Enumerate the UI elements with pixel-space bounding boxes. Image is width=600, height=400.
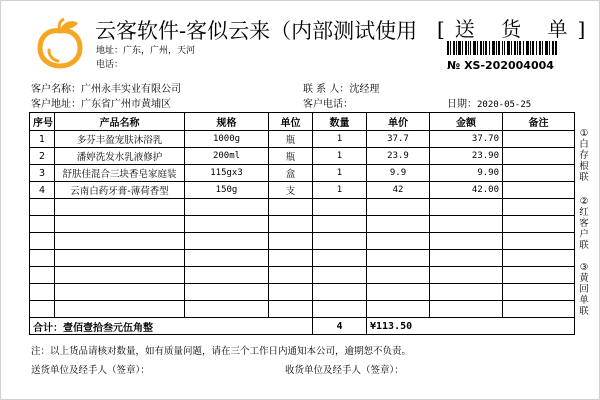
empty-cell	[367, 216, 430, 233]
empty-cell	[30, 216, 55, 233]
empty-cell	[430, 250, 503, 267]
cell-seq: 1	[30, 131, 55, 148]
empty-cell	[430, 233, 503, 250]
empty-cell	[367, 267, 430, 284]
empty-cell	[313, 199, 367, 216]
empty-table-row	[30, 301, 575, 318]
empty-cell	[503, 301, 575, 318]
barcode-icon	[447, 41, 557, 55]
company-address: 地址：广东，广州，天河	[96, 46, 196, 56]
empty-cell	[185, 250, 269, 267]
customer-name-row	[31, 80, 181, 95]
cell-amount: 9.90	[430, 165, 503, 182]
col-header: 单位	[269, 113, 313, 131]
empty-cell	[367, 250, 430, 267]
cell-remark	[503, 165, 575, 182]
empty-cell	[30, 284, 55, 301]
cell-unit: 盒	[269, 165, 313, 182]
cell-unit: 支	[269, 182, 313, 199]
cell-price: 23.9	[367, 148, 430, 165]
cell-price: 42	[367, 182, 430, 199]
cell-remark	[503, 131, 575, 148]
customer-phone-row	[303, 95, 353, 110]
sender-signature: 送货单位及经手人（签章）：	[31, 365, 150, 376]
total-qty: 4	[313, 318, 367, 335]
empty-cell	[313, 284, 367, 301]
empty-cell	[269, 233, 313, 250]
empty-cell	[185, 216, 269, 233]
date-value: 2020-05-25	[477, 100, 532, 110]
table-header-row	[30, 113, 575, 131]
side-stub-yellow: ③黄回单联	[579, 262, 589, 317]
empty-cell	[185, 233, 269, 250]
company-title: 云客软件-客似云来（内部测试使用	[95, 19, 418, 43]
empty-cell	[367, 199, 430, 216]
total-words-cell	[30, 318, 313, 335]
contact-row	[303, 80, 379, 95]
empty-cell	[185, 301, 269, 318]
empty-cell	[313, 250, 367, 267]
cell-qty: 1	[313, 148, 367, 165]
empty-cell	[430, 284, 503, 301]
empty-cell	[430, 267, 503, 284]
cell-amount: 23.90	[430, 148, 503, 165]
receiver-signature: 收货单位及经手人（签章）：	[285, 365, 404, 376]
col-header: 单价	[367, 113, 430, 131]
side-stub-red: ②红客户联	[579, 196, 589, 251]
customer-name-label: 客户名称：	[31, 84, 81, 95]
empty-cell	[55, 284, 185, 301]
empty-cell	[503, 216, 575, 233]
empty-cell	[269, 284, 313, 301]
contact-value: 沈经理	[349, 84, 380, 95]
empty-cell	[55, 233, 185, 250]
cell-seq: 3	[30, 165, 55, 182]
col-header: 序号	[30, 113, 55, 131]
orange-logo-icon	[34, 17, 86, 69]
empty-cell	[55, 301, 185, 318]
cell-remark	[503, 148, 575, 165]
empty-cell	[503, 267, 575, 284]
contact-label: 联 系 人：	[303, 84, 350, 95]
empty-cell	[313, 301, 367, 318]
empty-cell	[503, 233, 575, 250]
cell-product: 云南白药牙膏-薄荷香型	[55, 182, 185, 199]
empty-cell	[185, 267, 269, 284]
empty-cell	[269, 250, 313, 267]
cell-seq: 2	[30, 148, 55, 165]
empty-table-row	[30, 199, 575, 216]
col-header: 金额	[430, 113, 503, 131]
cell-price: 37.7	[367, 131, 430, 148]
empty-cell	[430, 301, 503, 318]
col-header: 产品名称	[55, 113, 185, 131]
cell-qty: 1	[313, 165, 367, 182]
col-header: 备注	[503, 113, 575, 131]
table-row	[30, 148, 575, 165]
empty-cell	[367, 301, 430, 318]
empty-cell	[269, 199, 313, 216]
side-stub-white: ①白存根联	[579, 128, 589, 183]
empty-cell	[313, 233, 367, 250]
empty-cell	[30, 267, 55, 284]
customer-address-label: 客户地址：	[31, 99, 81, 110]
cell-spec: 200ml	[185, 148, 269, 165]
empty-cell	[55, 216, 185, 233]
cell-unit: 瓶	[269, 148, 313, 165]
cell-product: 舒肤佳混合三块香皂家庭装	[55, 165, 185, 182]
document-number: № XS-202004004	[447, 59, 554, 72]
empty-table-row	[30, 233, 575, 250]
cell-product: 多芬丰盈宠肤沐浴乳	[55, 131, 185, 148]
customer-address-value: 广东省广州市黄埔区	[81, 99, 171, 110]
empty-cell	[367, 233, 430, 250]
empty-cell	[269, 301, 313, 318]
total-row	[30, 318, 575, 335]
empty-cell	[30, 233, 55, 250]
empty-table-row	[30, 250, 575, 267]
table-row	[30, 131, 575, 148]
table-row	[30, 165, 575, 182]
empty-cell	[269, 216, 313, 233]
items-table	[29, 112, 575, 335]
cell-product: 潘婷洗发水乳液修护	[55, 148, 185, 165]
empty-cell	[313, 216, 367, 233]
empty-cell	[430, 216, 503, 233]
empty-cell	[55, 199, 185, 216]
empty-cell	[503, 199, 575, 216]
date-row	[447, 95, 531, 110]
cell-remark	[503, 182, 575, 199]
empty-table-row	[30, 284, 575, 301]
cell-spec: 1000g	[185, 131, 269, 148]
empty-cell	[367, 284, 430, 301]
customer-phone-label: 客户电话：	[303, 99, 353, 110]
customer-name-value: 广州永丰实业有限公司	[81, 84, 181, 95]
empty-table-row	[30, 216, 575, 233]
cell-spec: 150g	[185, 182, 269, 199]
cell-unit: 瓶	[269, 131, 313, 148]
cell-price: 9.9	[367, 165, 430, 182]
col-header: 数量	[313, 113, 367, 131]
empty-cell	[503, 284, 575, 301]
empty-cell	[503, 250, 575, 267]
table-row	[30, 182, 575, 199]
empty-cell	[30, 199, 55, 216]
cell-spec: 115gx3	[185, 165, 269, 182]
empty-cell	[269, 267, 313, 284]
total-amount: ¥113.50	[367, 318, 575, 335]
cell-qty: 1	[313, 131, 367, 148]
empty-cell	[55, 267, 185, 284]
customer-address-row	[31, 95, 171, 110]
total-words: 壹佰壹拾叁元伍角整	[63, 322, 153, 334]
col-header: 规格	[185, 113, 269, 131]
footer-note: 注：以上货品请核对数量，如有质量问题，请在三个工作日内通知本公司，逾期恕不负责。	[31, 346, 412, 357]
empty-cell	[185, 284, 269, 301]
total-label: 合计：	[33, 322, 63, 334]
date-label: 日期：	[447, 99, 477, 110]
company-phone: 电话：	[96, 60, 124, 70]
cell-amount: 42.00	[430, 182, 503, 199]
empty-cell	[313, 267, 367, 284]
empty-cell	[30, 250, 55, 267]
empty-cell	[185, 199, 269, 216]
empty-cell	[30, 301, 55, 318]
cell-amount: 37.70	[430, 131, 503, 148]
cell-qty: 1	[313, 182, 367, 199]
empty-table-row	[30, 267, 575, 284]
document-type: [送 货 单]	[437, 17, 596, 41]
empty-cell	[55, 250, 185, 267]
cell-seq: 4	[30, 182, 55, 199]
empty-cell	[430, 199, 503, 216]
